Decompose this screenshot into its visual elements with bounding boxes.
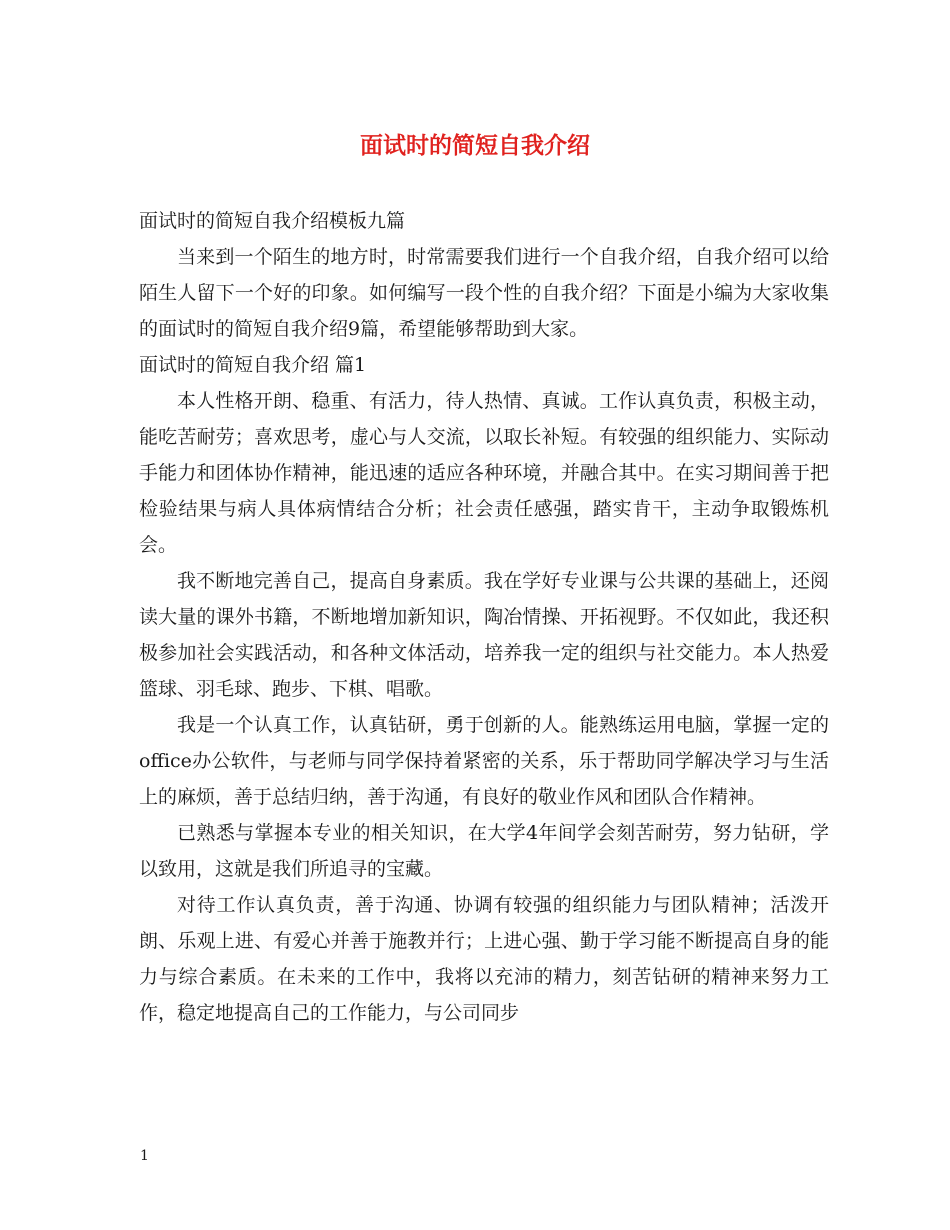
body-paragraph: 我是一个认真工作，认真钻研，勇于创新的人。能熟练运用电脑，掌握一定的office办公软件，与老师与同学保持着紧密的关系，乐于帮助同学解决学习与生活上的麻烦，善于总结归纳，善于沟通，有良好的敬业作风和团队合作精神。 [139,714,829,808]
section-heading: 面试时的简短自我介绍 篇1 [139,354,367,376]
intro-paragraph: 当来到一个陌生的地方时，时常需要我们进行一个自我介绍，自我介绍可以给陌生人留下一个好的印象。如何编写一段个性的自我介绍？下面是小编为大家收集的面试时的简短自我介绍9篇，希望能够帮助到大家。 [139,246,829,340]
body-paragraph: 我不断地完善自己，提高自身素质。我在学好专业课与公共课的基础上，还阅读大量的课外书籍，不断地增加新知识，陶冶情操、开拓视野。不仅如此，我还积极参加社会实践活动，和各种文体活动，培养我一定的组织与社交能力。本人热爱篮球、羽毛球、跑步、下棋、唱歌。 [139,570,829,700]
body-paragraph: 对待工作认真负责，善于沟通、协调有较强的组织能力与团队精神；活泼开朗、乐观上进、有爱心并善于施教并行；上进心强、勤于学习能不断提高自身的能力与综合素质。在未来的工作中，我将以充沛的精力，刻苦钻研的精神来努力工作，稳定地提高自己的工作能力，与公司同步 [139,894,829,1024]
body-paragraph: 已熟悉与掌握本专业的相关知识，在大学4年间学会刻苦耐劳，努力钻研，学以致用，这就是我们所追寻的宝藏。 [139,822,829,880]
document-title: 面试时的简短自我介绍 [360,133,590,159]
body-paragraph: 本人性格开朗、稳重、有活力，待人热情、真诚。工作认真负责，积极主动，能吃苦耐劳；喜欢思考，虚心与人交流，以取长补短。有较强的组织能力、实际动手能力和团体协作精神，能迅速的适应各种环境，并融合其中。在实习期间善于把检验结果与病人具体病情结合分析；社会责任感强，踏实肯干，主动争取锻炼机会。 [139,390,829,556]
document-body [139,203,829,1031]
document-subtitle: 面试时的简短自我介绍模板九篇 [139,210,406,232]
page-number: 1 [140,1148,149,1164]
